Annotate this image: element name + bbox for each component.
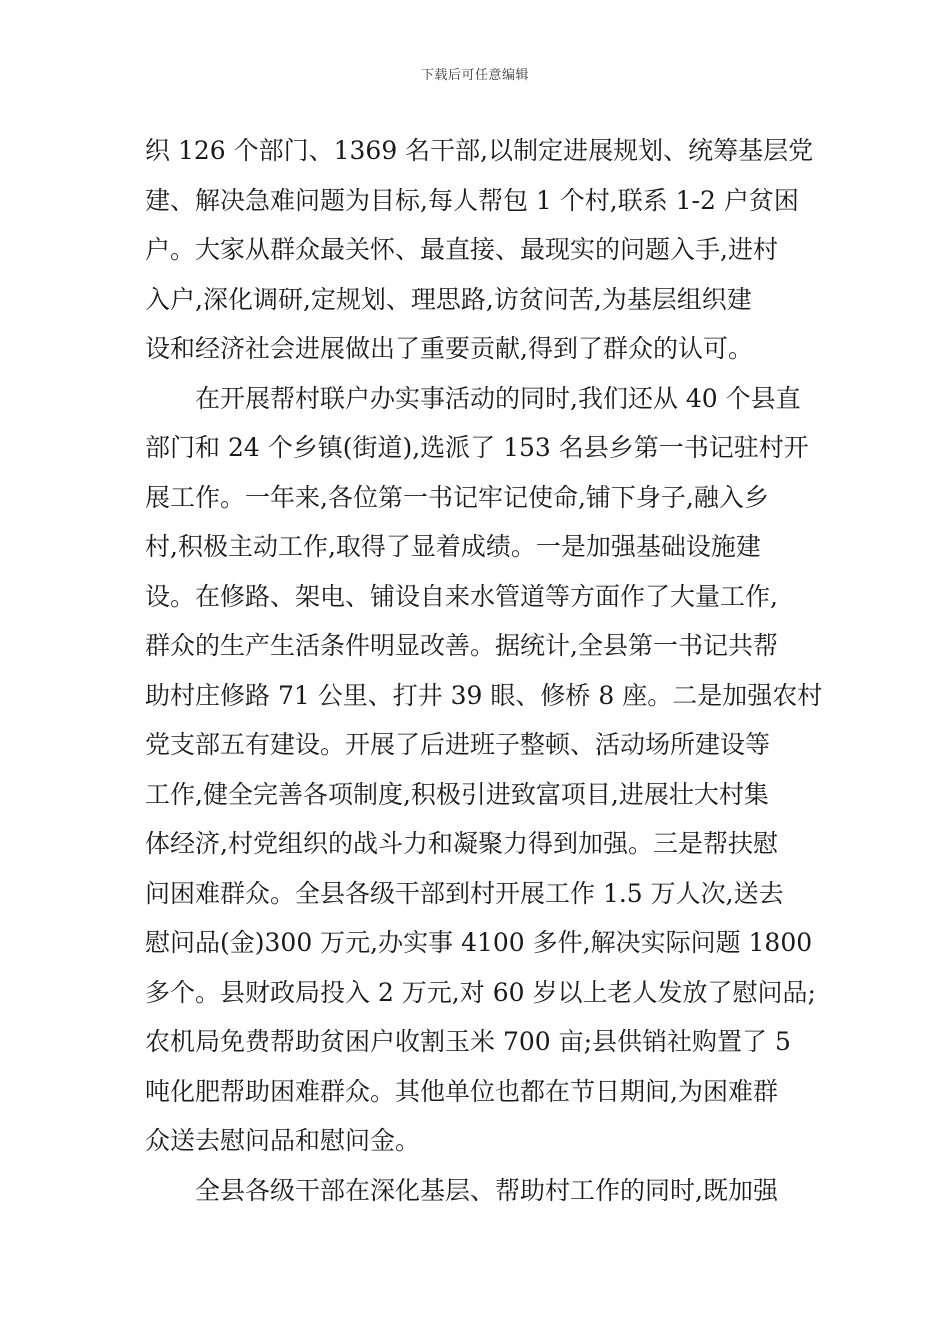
document-body <box>145 126 823 1215</box>
text-line: 吨化肥帮助困难群众。其他单位也都在节日期间,为困难群 <box>145 1076 778 1106</box>
text-line: 群众的生产生活条件明显改善。据统计,全县第一书记共帮 <box>145 631 778 660</box>
text-line: 党支部五有建设。开展了后进班子整顿、活动场所建设等 <box>145 730 771 759</box>
text-line: 户。大家从群众最关怀、最直接、最现实的问题入手,进村 <box>145 235 778 264</box>
text-line: 展工作。一年来,各位第一书记牢记使命,铺下身子,融入乡 <box>145 482 769 512</box>
page-header: 下载后可任意编辑 <box>420 68 529 83</box>
text-line: 建、解决急难问题为目标,每人帮包 1 个村,联系 1-2 户贫困 <box>145 185 799 215</box>
text-line: 设。在修路、架电、铺设自来水管道等方面作了大量工作, <box>145 581 778 611</box>
text-line: 多个。县财政局投入 2 万元,对 60 岁以上老人发放了慰问品; <box>145 977 816 1007</box>
text-line: 助村庄修路 71 公里、打井 39 眼、修桥 8 座。二是加强农村 <box>145 680 823 710</box>
text-line: 入户,深化调研,定规划、理思路,访贫问苦,为基层组织建 <box>145 284 752 314</box>
text-line: 设和经济社会进展做出了重要贡献,得到了群众的认可。 <box>145 334 753 363</box>
text-line: 众送去慰问品和慰问金。 <box>145 1126 421 1155</box>
text-line: 问困难群众。全县各级干部到村开展工作 1.5 万人次,送去 <box>145 878 784 908</box>
text-line: 在开展帮村联户办实事活动的同时,我们还从 40 个县直 <box>145 383 801 413</box>
text-line: 慰问品(金)300 万元,办实事 4100 多件,解决实际问题 1800 <box>145 928 813 957</box>
text-line: 织 126 个部门、1369 名干部,以制定进展规划、统筹基层党 <box>145 136 814 165</box>
text-line: 部门和 24 个乡镇(街道),选派了 153 名县乡第一书记驻村开 <box>145 433 809 462</box>
text-line: 农机局免费帮助贫困户收割玉米 700 亩;县供销社购置了 5 <box>145 1027 791 1056</box>
text-line: 村,积极主动工作,取得了显着成绩。一是加强基础设施建 <box>145 532 761 561</box>
text-line: 体经济,村党组织的战斗力和凝聚力得到加强。三是帮扶慰 <box>145 829 778 858</box>
text-line: 全县各级干部在深化基层、帮助村工作的同时,既加强 <box>145 1175 778 1205</box>
text-line: 工作,健全完善各项制度,积极引进致富项目,进展壮大村集 <box>145 779 769 809</box>
